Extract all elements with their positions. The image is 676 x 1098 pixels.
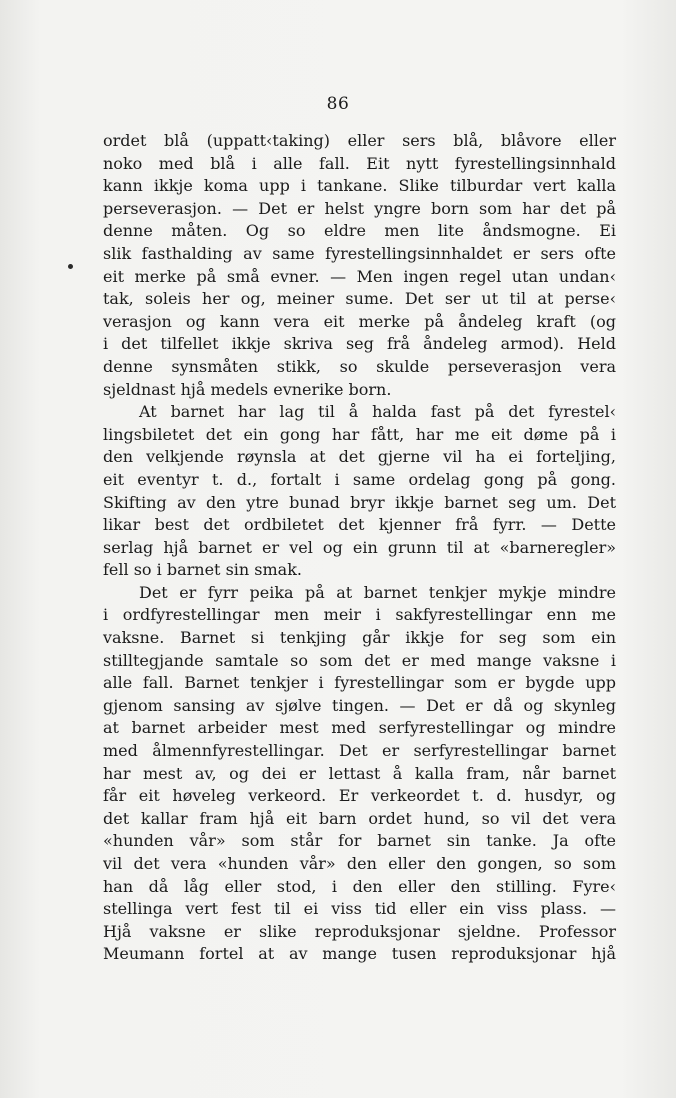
text-line: Skifting av den ytre bunad bryr ikkje barnet seg um. Det [103, 492, 616, 512]
text-line: alle fall. Barnet tenkjer i fyrestellingar som er bygde upp [103, 673, 616, 693]
text-line: perseverasjon. — Det er helst yngre born som har det på [103, 198, 616, 218]
page-number: 86 [326, 94, 350, 114]
text-line: stilltegjande samtale so som det er med mange vaksne i [103, 650, 616, 670]
text-line: han då låg eller stod, i den eller den stilling. Fyre‹ [103, 876, 616, 896]
text-line: har mest av, og dei er lettast å kalla fram, når barnet [103, 763, 616, 783]
text-line: får eit høveleg verkeord. Er verkeordet t. d. husdyr, og [103, 786, 616, 806]
text-line: kann ikkje koma upp i tankane. Slike tilburdar vert kalla [103, 176, 616, 196]
text-line: verasjon og kann vera eit merke på åndeleg kraft (og [103, 311, 616, 331]
text-line: Hjå vaksne er slike reproduksjonar sjeldne. Professor [103, 921, 616, 941]
text-line: lingsbiletet det ein gong har fått, har me eit døme på i [103, 424, 616, 444]
text-line: den velkjende røynsla at det gjerne vil ha ei forteljing, [103, 447, 616, 467]
text-line: denne måten. Og so eldre men lite åndsmogne. Ei [103, 221, 616, 241]
text-line: gjenom sansing av sjølve tingen. — Det er då og skynleg [103, 695, 616, 715]
text-line: Meumann fortel at av mange tusen reproduksjonar hjå [103, 944, 616, 964]
print-speck [68, 264, 73, 269]
text-line: stellinga vert fest til ei viss tid eller ein viss plass. — [103, 899, 616, 919]
text-line: vaksne. Barnet si tenkjing går ikkje for seg som ein [103, 628, 616, 648]
text-line: noko med blå i alle fall. Eit nytt fyrestellingsinnhald [103, 153, 616, 173]
text-line: eit merke på små evner. — Men ingen regel utan undan‹ [103, 266, 616, 286]
text-line: slik fasthalding av same fyrestellingsinnhaldet er sers ofte [103, 243, 616, 263]
text-line: i det tilfellet ikkje skriva seg frå åndeleg armod). Held [103, 334, 616, 354]
text-line: serlag hjå barnet er vel og ein grunn til at «barneregler» [103, 537, 616, 557]
text-line: at barnet arbeider mest med serfyrestellingar og mindre [103, 718, 616, 738]
body-text [103, 130, 616, 966]
text-line: sjeldnast hjå medels evnerike born. [103, 379, 392, 399]
paragraph-first-line: Det er fyrr peika på at barnet tenkjer mykje mindre [139, 582, 616, 602]
text-line: vil det vera «hunden vår» den eller den gongen, so som [103, 854, 616, 873]
text-line: «hunden vår» som står for barnet sin tanke. Ja ofte [103, 831, 616, 851]
paragraph-first-line: At barnet har lag til å halda fast på det fyrestel‹ [139, 402, 616, 422]
text-line: i ordfyrestellingar men meir i sakfyrestellingar enn me [103, 605, 616, 625]
text-line: tak, soleis her og, meiner sume. Det ser ut til at perse‹ [103, 289, 616, 309]
text-line: det kallar fram hjå eit barn ordet hund, so vil det vera [103, 808, 616, 828]
text-line: med ålmennfyrestellingar. Det er serfyrestellingar barnet [103, 741, 616, 761]
text-line: eit eventyr t. d., fortalt i same ordelag gong på gong. [103, 469, 616, 489]
text-line: fell so i barnet sin smak. [103, 560, 302, 580]
text-line: denne synsmåten stikk, so skulde perseverasjon vera [103, 356, 616, 376]
text-line: ordet blå (uppatt‹taking) eller sers blå, blåvore eller [103, 131, 616, 150]
text-line: likar best det ordbiletet det kjenner frå fyrr. — Dette [103, 515, 616, 535]
